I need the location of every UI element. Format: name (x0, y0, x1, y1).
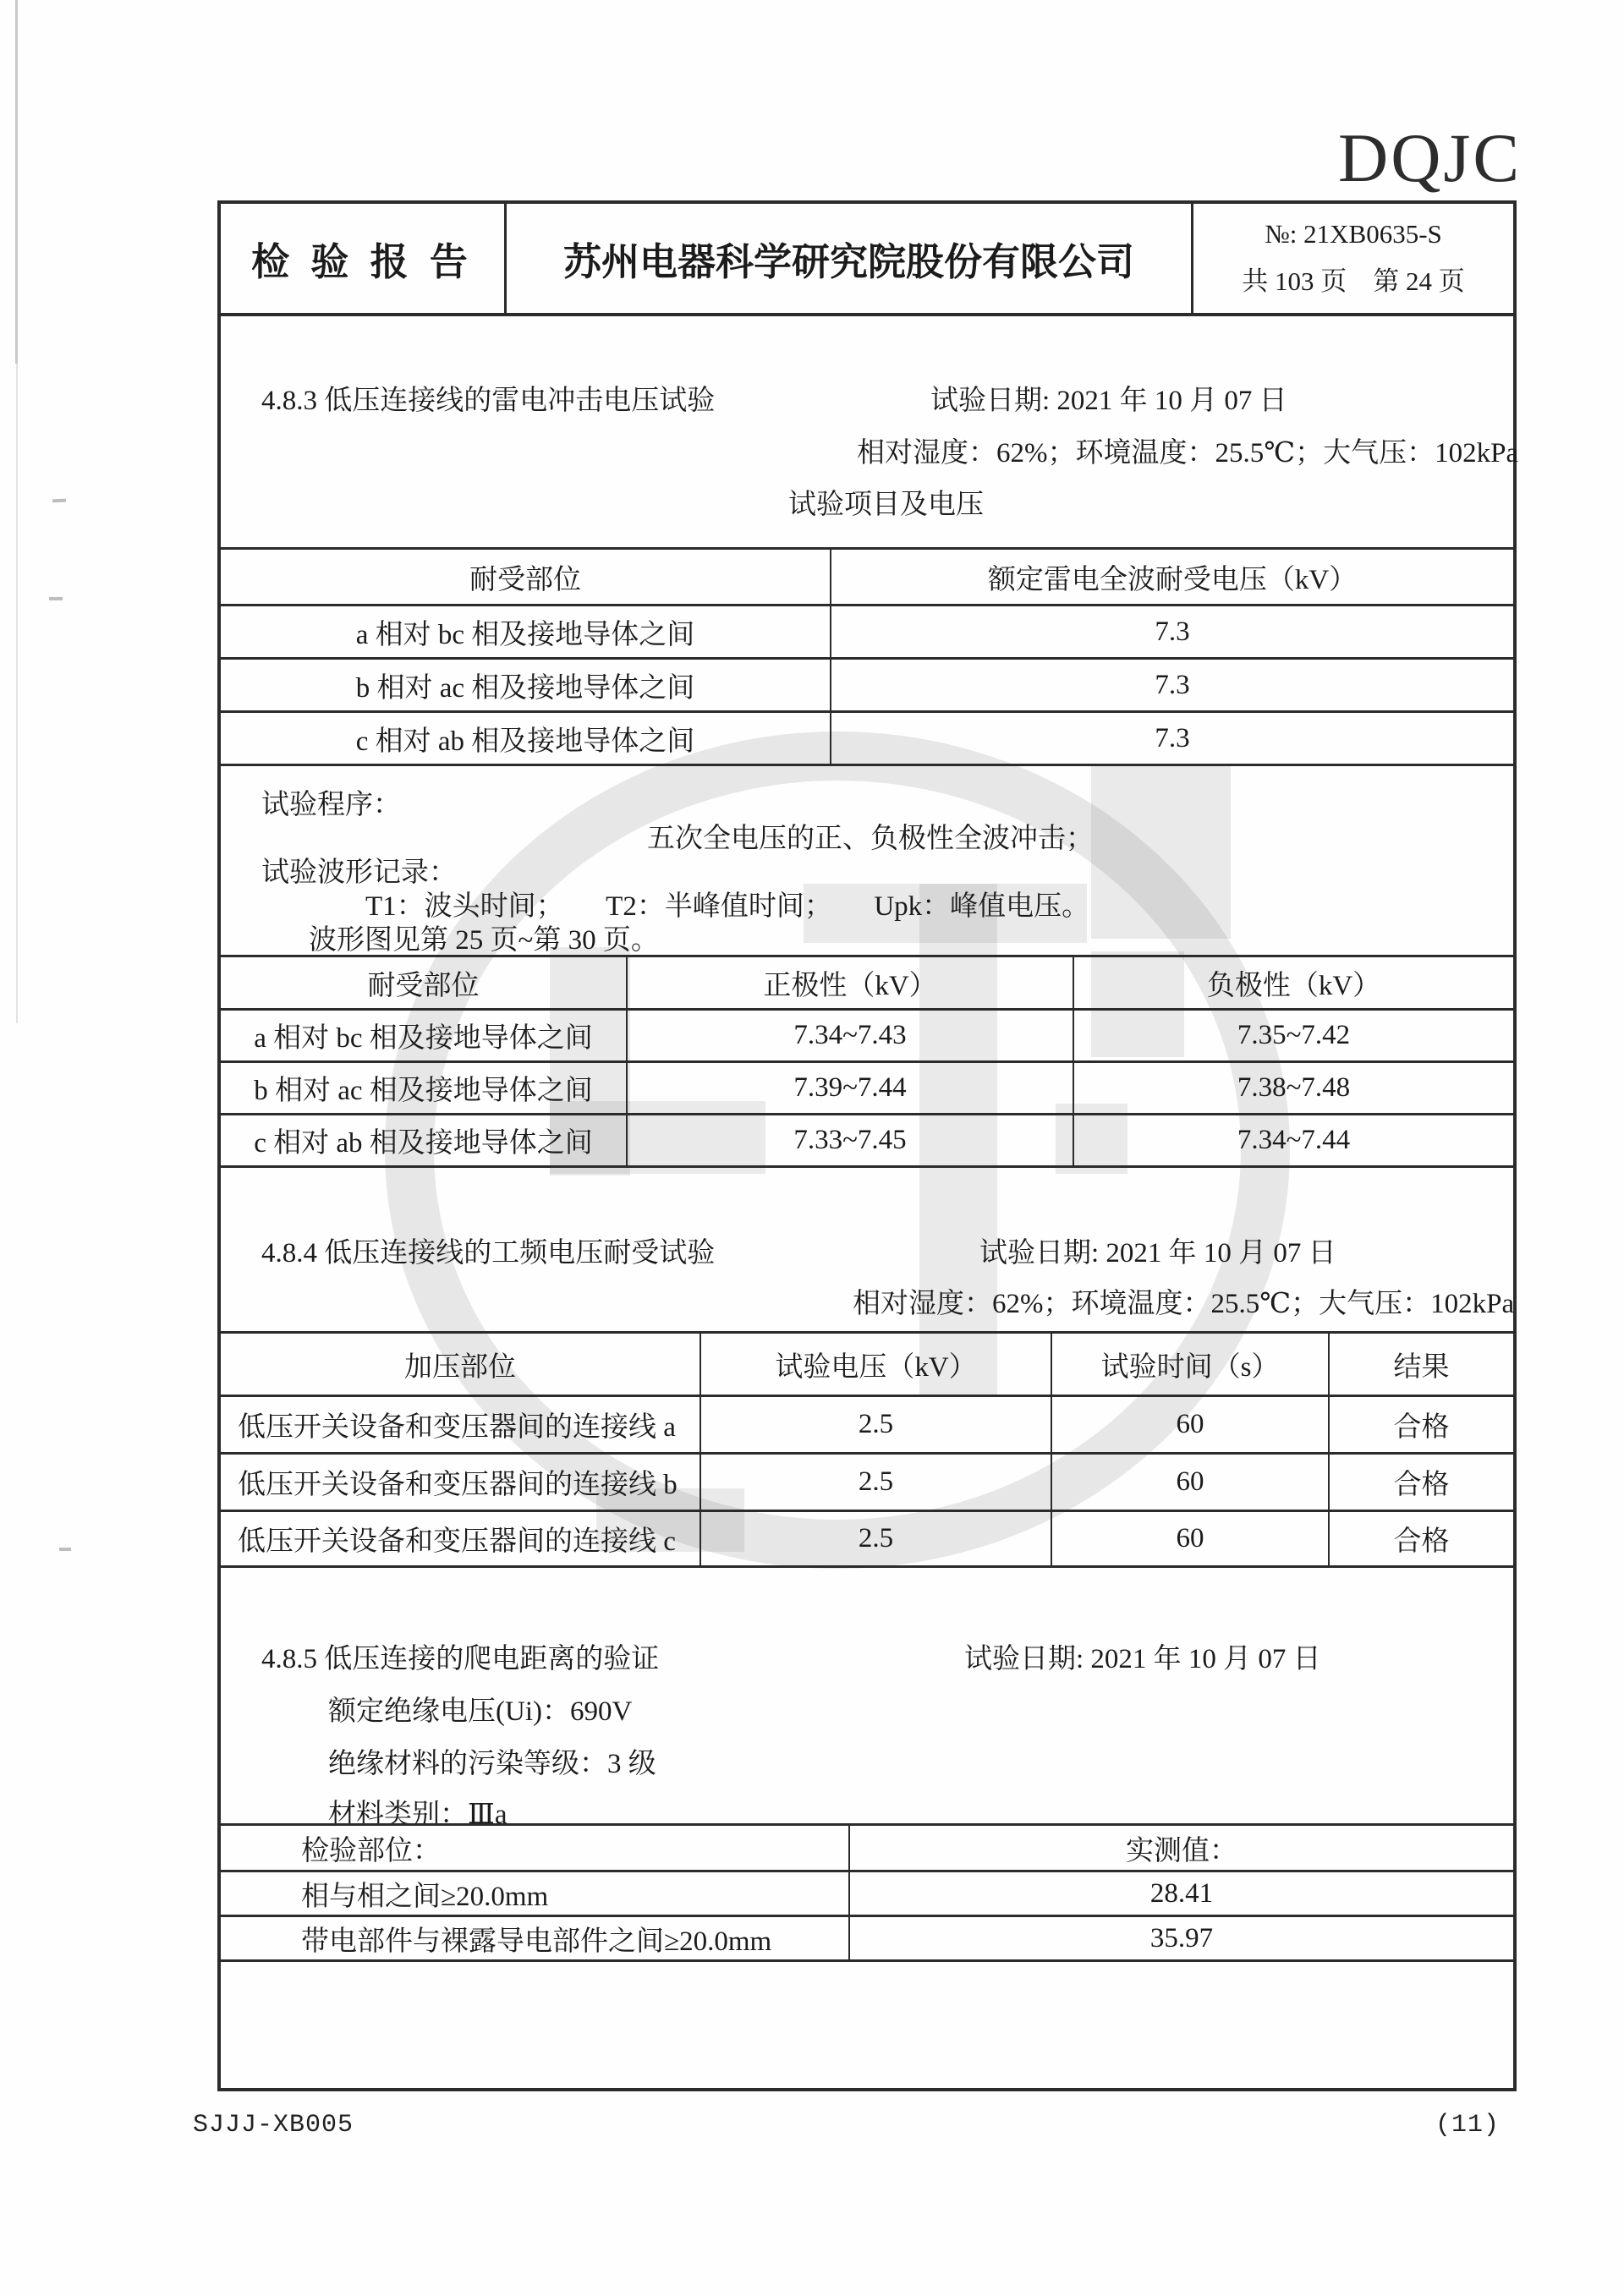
column-header: 负极性（kV） (1206, 970, 1381, 1001)
polarity-results-table (221, 955, 1513, 1168)
section-483-title: 4.8.3 低压连接线的雷电冲击电压试验 (261, 386, 716, 416)
waveform-label: 试验波形记录： (261, 858, 457, 888)
company-name: 苏州电器科学研究院股份有限公司 (507, 204, 1193, 313)
table-row (221, 1060, 1513, 1113)
section-483-subtitle: 试验项目及电压 (788, 490, 984, 520)
table-row (221, 1008, 1513, 1060)
report-number: №: 21XB0635-S (1265, 219, 1442, 249)
table-cell: a 相对 bc 相及接地导体之间 (221, 606, 831, 657)
table-header-row (221, 957, 1513, 1008)
table-cell: 低压开关设备和变压器间的连接线 b (221, 1455, 701, 1510)
column-header: 结果 (1393, 1351, 1450, 1383)
table-row (221, 1113, 1513, 1165)
table-cell: 7.38~7.48 (1237, 1072, 1351, 1103)
column-header: 检验部位： (221, 1826, 850, 1870)
rated-insulation-voltage: 额定绝缘电压(Ui)：690V (328, 1696, 633, 1727)
report-header (221, 204, 1513, 316)
section-484-conditions: 相对湿度：62%；环境温度：25.5℃；大气压：102kPa (853, 1289, 1515, 1319)
table-cell: 7.34~7.43 (628, 1011, 1074, 1060)
pollution-degree: 绝缘材料的污染等级：3 级 (328, 1749, 656, 1779)
table-row (221, 1510, 1513, 1565)
footer-page-number: (11) (1435, 2111, 1501, 2140)
table-cell: 低压开关设备和变压器间的连接线 a (221, 1397, 701, 1452)
table-cell: c 相对 ab 相及接地导体之间 (221, 713, 831, 764)
section-485-title: 4.8.5 低压连接的爬电距离的验证 (261, 1644, 660, 1674)
column-header: 加压部位 (221, 1334, 701, 1395)
table-header-row (221, 1826, 1513, 1870)
column-header: 额定雷电全波耐受电压（kV） (987, 564, 1358, 595)
table-row (221, 710, 1513, 764)
power-frequency-table (221, 1331, 1513, 1568)
table-cell: 7.34~7.44 (1237, 1125, 1351, 1155)
column-header: 试验电压（kV） (701, 1334, 1052, 1395)
section-484-date: 试验日期: 2021 年 10 月 07 日 (979, 1238, 1336, 1269)
table-cell: 7.3 (1155, 616, 1190, 647)
table-row (221, 1915, 1513, 1959)
table-cell: 2.5 (701, 1512, 1052, 1565)
table-cell: b 相对 ac 相及接地导体之间 (221, 660, 831, 710)
waveform-text: T1：波头时间； T2：半峰值时间； Upk：峰值电压。 (365, 891, 1090, 922)
impulse-voltage-table (221, 547, 1513, 766)
report-frame (217, 200, 1517, 2091)
scan-dash (49, 597, 63, 600)
procedure-text: 五次全电压的正、负极性全波冲击； (647, 824, 1094, 854)
table-cell: 合格 (1393, 1526, 1450, 1557)
table-cell: 合格 (1393, 1470, 1450, 1500)
report-title: 检 验 报 告 (221, 204, 507, 313)
table-cell: 60 (1052, 1512, 1330, 1565)
table-cell: 7.3 (1155, 669, 1190, 700)
table-row (221, 1395, 1513, 1452)
table-cell: 相与相之间≥20.0mm (221, 1872, 850, 1915)
table-row (221, 1452, 1513, 1510)
table-cell: a 相对 bc 相及接地导体之间 (221, 1011, 628, 1060)
table-cell: c 相对 ab 相及接地导体之间 (221, 1115, 628, 1165)
section-483-date: 试验日期: 2021 年 10 月 07 日 (930, 386, 1287, 416)
table-cell: 28.41 (1149, 1877, 1214, 1909)
waveform-note: 波形图见第 25 页~第 30 页。 (309, 925, 659, 956)
column-header: 正极性（kV） (628, 957, 1074, 1008)
table-row (221, 657, 1513, 710)
scan-dash (59, 1548, 71, 1551)
scan-streak-faint (16, 364, 18, 1023)
table-cell: 7.33~7.45 (628, 1115, 1074, 1165)
table-header-row (221, 550, 1513, 604)
footer-form-code: SJJJ-XB005 (193, 2111, 354, 2140)
table-cell: 35.97 (1149, 1922, 1214, 1954)
column-header: 实测值： (1126, 1835, 1237, 1866)
table-cell: 60 (1052, 1455, 1330, 1510)
report-body (221, 316, 1519, 2091)
table-cell: 2.5 (701, 1455, 1052, 1510)
table-cell: 7.3 (1155, 722, 1190, 753)
scan-streak (15, 0, 18, 364)
creepage-distance-table (221, 1823, 1513, 1962)
material-group: 材料类别：Ⅲa (328, 1800, 508, 1830)
scan-dash (52, 499, 66, 503)
table-cell: 2.5 (701, 1397, 1052, 1452)
table-row (221, 1870, 1513, 1915)
report-number-cell (1193, 204, 1513, 313)
column-header: 耐受部位 (221, 957, 628, 1008)
table-cell: 合格 (1393, 1412, 1450, 1443)
table-cell: 低压开关设备和变压器间的连接线 c (221, 1512, 701, 1565)
column-header: 试验时间（s） (1052, 1334, 1330, 1395)
table-header-row (221, 1334, 1513, 1395)
column-header: 耐受部位 (221, 550, 831, 604)
procedure-label: 试验程序： (261, 790, 401, 820)
table-cell: 60 (1052, 1397, 1330, 1452)
table-cell: b 相对 ac 相及接地导体之间 (221, 1063, 628, 1113)
section-483-conditions: 相对湿度：62%；环境温度：25.5℃；大气压：102kPa (857, 438, 1519, 469)
page-info: 共 103 页 第 24 页 (1242, 266, 1465, 296)
table-cell: 带电部件与裸露导电部件之间≥20.0mm (221, 1917, 850, 1959)
dqjc-logo: DQJC (1338, 119, 1522, 196)
section-484-title: 4.8.4 低压连接线的工频电压耐受试验 (261, 1238, 716, 1269)
table-cell: 7.39~7.44 (628, 1063, 1074, 1113)
table-cell: 7.35~7.42 (1237, 1020, 1351, 1050)
table-row (221, 604, 1513, 657)
section-485-date: 试验日期: 2021 年 10 月 07 日 (964, 1644, 1321, 1674)
